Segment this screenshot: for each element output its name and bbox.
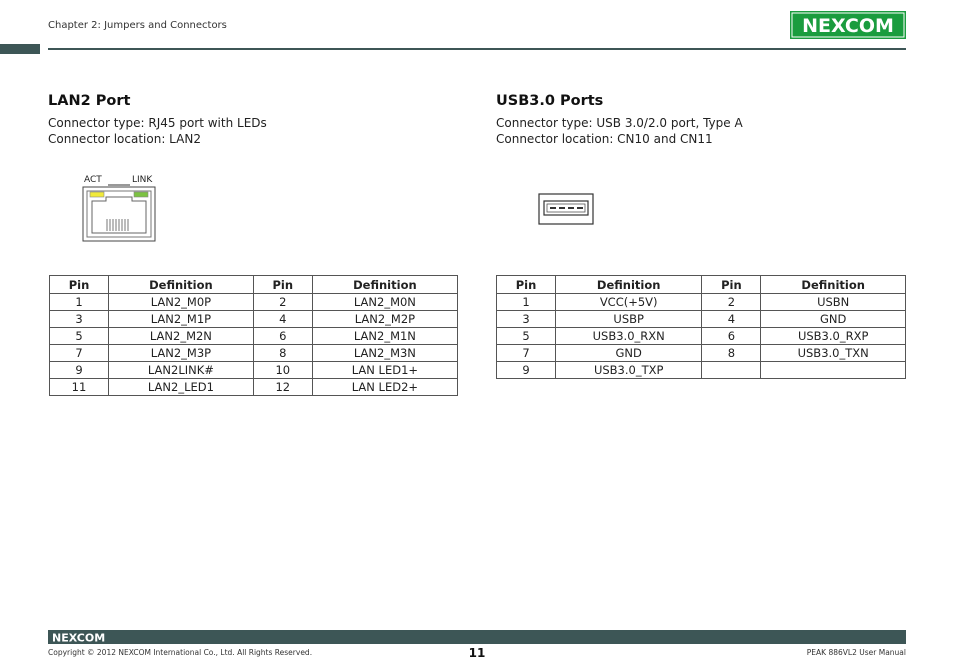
pin-cell: 2 [702,294,761,311]
header-accent-block [0,44,40,54]
definition-cell [761,362,906,379]
act-led [90,192,104,197]
footer-logo-text: NEXCOM [52,631,106,643]
definition-cell: LAN2_M2P [312,311,457,328]
header-pin: Pin [702,276,761,294]
pin-cell: 11 [50,379,109,396]
pin-cell: 7 [50,345,109,362]
definition-cell: USB3.0_RXN [556,328,702,345]
nexcom-logo [790,11,906,39]
definition-cell: LAN2LINK# [109,362,254,379]
header-definition: Definition [109,276,254,294]
table-row [50,328,458,345]
pin-cell: 5 [50,328,109,345]
header-definition: Definition [761,276,906,294]
pin-cell: 3 [497,311,556,328]
lan-connector-type: Connector type: RJ45 port with LEDs [48,116,267,130]
header-pin: Pin [50,276,109,294]
page-number: 11 [468,646,486,660]
table-header-row [50,276,458,294]
definition-cell: LAN LED1+ [312,362,457,379]
usb-pin-table [496,275,906,379]
pin-cell: 8 [253,345,312,362]
definition-cell: USB3.0_TXN [761,345,906,362]
pin-cell: 7 [497,345,556,362]
pin-cell: 4 [702,311,761,328]
chapter-title: Chapter 2: Jumpers and Connectors [48,20,227,31]
rj45-connector-diagram [82,183,156,243]
pin-cell: 1 [497,294,556,311]
table-row [497,362,906,379]
pin-cell: 2 [253,294,312,311]
definition-cell: USBP [556,311,702,328]
footer-bar [48,630,906,644]
definition-cell: LAN2_M0P [109,294,254,311]
footer-square [899,637,906,644]
header-rule [48,48,906,50]
pin-cell: 9 [50,362,109,379]
usb-connector-type: Connector type: USB 3.0/2.0 port, Type A [496,116,743,130]
definition-cell: USB3.0_TXP [556,362,702,379]
definition-cell: LAN2_LED1 [109,379,254,396]
pin-cell: 6 [702,328,761,345]
footer-nexcom-logo [52,631,108,643]
table-row [497,294,906,311]
pin-cell: 4 [253,311,312,328]
header-definition: Definition [312,276,457,294]
manual-title: PEAK 886VL2 User Manual [806,648,906,657]
pin-cell: 6 [253,328,312,345]
table-row [50,362,458,379]
table-row [50,379,458,396]
lan-pin-table [49,275,458,396]
table-row [50,345,458,362]
pin-cell: 3 [50,311,109,328]
table-row [497,328,906,345]
table-row [50,294,458,311]
definition-cell: USBN [761,294,906,311]
definition-cell: LAN2_M3N [312,345,457,362]
act-label: ACT [84,175,102,185]
footer-square [890,630,897,637]
definition-cell: LAN2_M1P [109,311,254,328]
link-label: LINK [132,175,153,185]
table-row [497,311,906,328]
usb-connector-location: Connector location: CN10 and CN11 [496,132,713,146]
pin-cell: 9 [497,362,556,379]
usb-connector-diagram [538,193,594,225]
copyright-text: Copyright © 2012 NEXCOM International Co., Ltd. All Rights Reserved. [48,648,313,657]
lan-title: LAN2 Port [48,93,131,109]
definition-cell: VCC(+5V) [556,294,702,311]
definition-cell: LAN LED2+ [312,379,457,396]
pin-cell: 5 [497,328,556,345]
table-row [50,311,458,328]
lan-connector-location: Connector location: LAN2 [48,132,201,146]
header-definition: Definition [556,276,702,294]
definition-cell: LAN2_M2N [109,328,254,345]
header-pin: Pin [253,276,312,294]
definition-cell: LAN2_M3P [109,345,254,362]
definition-cell: LAN2_M1N [312,328,457,345]
logo-text: NEXCOM [802,15,894,37]
header-pin: Pin [497,276,556,294]
definition-cell: GND [556,345,702,362]
usb-title: USB3.0 Ports [496,93,604,109]
pin-cell: 12 [253,379,312,396]
pin-cell: 10 [253,362,312,379]
definition-cell: USB3.0_RXP [761,328,906,345]
definition-cell: LAN2_M0N [312,294,457,311]
table-row [497,345,906,362]
pin-cell [702,362,761,379]
link-led [134,192,148,197]
table-header-row [497,276,906,294]
pin-cell: 1 [50,294,109,311]
pin-cell: 8 [702,345,761,362]
definition-cell: GND [761,311,906,328]
